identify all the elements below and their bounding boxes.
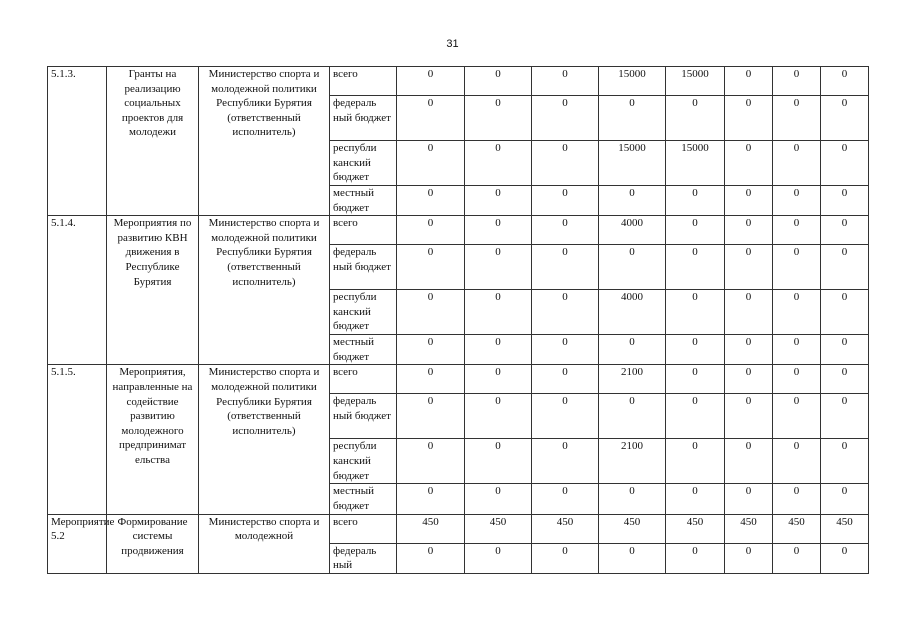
- measure-code-cell: 5.1.3.: [48, 67, 107, 216]
- amount-cell: 0: [532, 394, 599, 439]
- amount-cell: 0: [725, 365, 773, 394]
- amount-cell: 0: [532, 439, 599, 484]
- amount-cell: 0: [821, 394, 869, 439]
- amount-cell: 0: [599, 543, 666, 573]
- amount-cell: 0: [599, 186, 666, 216]
- funding-source-cell: республи канский бюджет: [330, 439, 397, 484]
- amount-cell: 0: [397, 290, 465, 335]
- measure-code-cell: 5.1.4.: [48, 216, 107, 365]
- amount-cell: 450: [599, 514, 666, 543]
- amount-cell: 0: [773, 543, 821, 573]
- amount-cell: 0: [666, 439, 725, 484]
- amount-cell: 0: [821, 365, 869, 394]
- amount-cell: 0: [821, 96, 869, 141]
- amount-cell: 0: [465, 67, 532, 96]
- executor-cell: Министерство спорта и молодежной политики Республики Бурятия (ответственный исполнитель): [199, 216, 330, 365]
- funding-source-cell: федераль ный: [330, 543, 397, 573]
- amount-cell: 0: [821, 216, 869, 245]
- amount-cell: 0: [465, 365, 532, 394]
- executor-cell: Министерство спорта и молодежной политики Республики Бурятия (ответственный исполнитель): [199, 365, 330, 514]
- executor-cell: Министерство спорта и молодежной: [199, 514, 330, 573]
- amount-cell: 450: [773, 514, 821, 543]
- funding-source-cell: всего: [330, 514, 397, 543]
- amount-cell: 0: [532, 67, 599, 96]
- amount-cell: 0: [821, 245, 869, 290]
- amount-cell: 0: [725, 484, 773, 514]
- amount-cell: 0: [599, 484, 666, 514]
- amount-cell: 0: [725, 216, 773, 245]
- amount-cell: 0: [725, 141, 773, 186]
- amount-cell: 0: [465, 394, 532, 439]
- amount-cell: 0: [532, 245, 599, 290]
- amount-cell: 0: [397, 394, 465, 439]
- funding-source-cell: республи канский бюджет: [330, 141, 397, 186]
- amount-cell: 0: [666, 543, 725, 573]
- table-row: [48, 514, 869, 543]
- amount-cell: 0: [465, 439, 532, 484]
- amount-cell: 0: [725, 394, 773, 439]
- amount-cell: 0: [725, 543, 773, 573]
- amount-cell: 0: [465, 335, 532, 365]
- funding-source-cell: федераль ный бюджет: [330, 245, 397, 290]
- amount-cell: 0: [773, 96, 821, 141]
- amount-cell: 4000: [599, 290, 666, 335]
- amount-cell: 0: [666, 335, 725, 365]
- amount-cell: 0: [532, 216, 599, 245]
- amount-cell: 0: [821, 67, 869, 96]
- amount-cell: 0: [773, 141, 821, 186]
- amount-cell: 0: [821, 186, 869, 216]
- amount-cell: 0: [599, 96, 666, 141]
- amount-cell: 0: [666, 394, 725, 439]
- amount-cell: 0: [465, 186, 532, 216]
- table-row: [48, 67, 869, 96]
- funding-source-cell: федераль ный бюджет: [330, 96, 397, 141]
- amount-cell: 0: [773, 290, 821, 335]
- amount-cell: 450: [666, 514, 725, 543]
- amount-cell: 0: [773, 365, 821, 394]
- amount-cell: 0: [725, 290, 773, 335]
- amount-cell: 0: [397, 96, 465, 141]
- amount-cell: 15000: [599, 141, 666, 186]
- amount-cell: 15000: [666, 67, 725, 96]
- amount-cell: 0: [532, 290, 599, 335]
- amount-cell: 0: [397, 67, 465, 96]
- funding-source-cell: всего: [330, 216, 397, 245]
- amount-cell: 0: [725, 67, 773, 96]
- amount-cell: 0: [725, 186, 773, 216]
- amount-cell: 0: [465, 290, 532, 335]
- amount-cell: 0: [599, 335, 666, 365]
- amount-cell: 0: [666, 216, 725, 245]
- amount-cell: 0: [465, 141, 532, 186]
- amount-cell: 2100: [599, 365, 666, 394]
- amount-cell: 0: [773, 245, 821, 290]
- measure-name-cell: Гранты на реализацию социальных проектов для молодежи: [107, 67, 199, 216]
- amount-cell: 0: [821, 439, 869, 484]
- amount-cell: 15000: [599, 67, 666, 96]
- amount-cell: 0: [821, 484, 869, 514]
- amount-cell: 0: [397, 245, 465, 290]
- funding-source-cell: всего: [330, 365, 397, 394]
- amount-cell: 4000: [599, 216, 666, 245]
- amount-cell: 0: [397, 216, 465, 245]
- amount-cell: 0: [725, 439, 773, 484]
- amount-cell: 450: [465, 514, 532, 543]
- funding-source-cell: местный бюджет: [330, 484, 397, 514]
- amount-cell: 0: [397, 439, 465, 484]
- executor-cell: Министерство спорта и молодежной политики Республики Бурятия (ответственный исполнитель): [199, 67, 330, 216]
- amount-cell: 0: [465, 216, 532, 245]
- amount-cell: 0: [532, 365, 599, 394]
- amount-cell: 0: [532, 141, 599, 186]
- measure-name-cell: Мероприятия по развитию КВН движения в Республике Бурятия: [107, 216, 199, 365]
- amount-cell: 0: [821, 290, 869, 335]
- amount-cell: 0: [821, 141, 869, 186]
- funding-source-cell: федераль ный бюджет: [330, 394, 397, 439]
- amount-cell: 0: [397, 484, 465, 514]
- amount-cell: 450: [821, 514, 869, 543]
- budget-table: [47, 66, 869, 574]
- amount-cell: 0: [666, 186, 725, 216]
- measure-name-cell: Мероприятия, направленные на содействие развитию молодежного предпринимат ельства: [107, 365, 199, 514]
- amount-cell: 0: [599, 394, 666, 439]
- table-row: [48, 216, 869, 245]
- amount-cell: 0: [666, 365, 725, 394]
- amount-cell: 0: [666, 245, 725, 290]
- measure-name-cell: Формирование системы продвижения: [107, 514, 199, 573]
- amount-cell: 0: [725, 96, 773, 141]
- amount-cell: 0: [532, 543, 599, 573]
- amount-cell: 0: [666, 484, 725, 514]
- amount-cell: 0: [397, 141, 465, 186]
- amount-cell: 450: [532, 514, 599, 543]
- amount-cell: 0: [397, 365, 465, 394]
- amount-cell: 0: [773, 439, 821, 484]
- amount-cell: 0: [397, 335, 465, 365]
- amount-cell: 0: [666, 96, 725, 141]
- amount-cell: 0: [465, 484, 532, 514]
- amount-cell: 0: [725, 245, 773, 290]
- amount-cell: 0: [532, 186, 599, 216]
- amount-cell: 0: [773, 67, 821, 96]
- amount-cell: 0: [725, 335, 773, 365]
- amount-cell: 0: [773, 484, 821, 514]
- amount-cell: 15000: [666, 141, 725, 186]
- amount-cell: 2100: [599, 439, 666, 484]
- amount-cell: 0: [465, 543, 532, 573]
- amount-cell: 450: [725, 514, 773, 543]
- table-row: [48, 365, 869, 394]
- funding-source-cell: местный бюджет: [330, 186, 397, 216]
- funding-source-cell: всего: [330, 67, 397, 96]
- amount-cell: 0: [397, 543, 465, 573]
- amount-cell: 0: [532, 96, 599, 141]
- amount-cell: 450: [397, 514, 465, 543]
- amount-cell: 0: [773, 186, 821, 216]
- funding-source-cell: местный бюджет: [330, 335, 397, 365]
- amount-cell: 0: [532, 335, 599, 365]
- measure-code-cell: Мероприятие 5.2: [48, 514, 107, 573]
- amount-cell: 0: [397, 186, 465, 216]
- amount-cell: 0: [821, 335, 869, 365]
- amount-cell: 0: [773, 216, 821, 245]
- page-number: 31: [446, 38, 459, 50]
- amount-cell: 0: [465, 245, 532, 290]
- amount-cell: 0: [599, 245, 666, 290]
- amount-cell: 0: [465, 96, 532, 141]
- amount-cell: 0: [666, 290, 725, 335]
- funding-source-cell: республи канский бюджет: [330, 290, 397, 335]
- amount-cell: 0: [773, 335, 821, 365]
- amount-cell: 0: [532, 484, 599, 514]
- amount-cell: 0: [773, 394, 821, 439]
- measure-code-cell: 5.1.5.: [48, 365, 107, 514]
- amount-cell: 0: [821, 543, 869, 573]
